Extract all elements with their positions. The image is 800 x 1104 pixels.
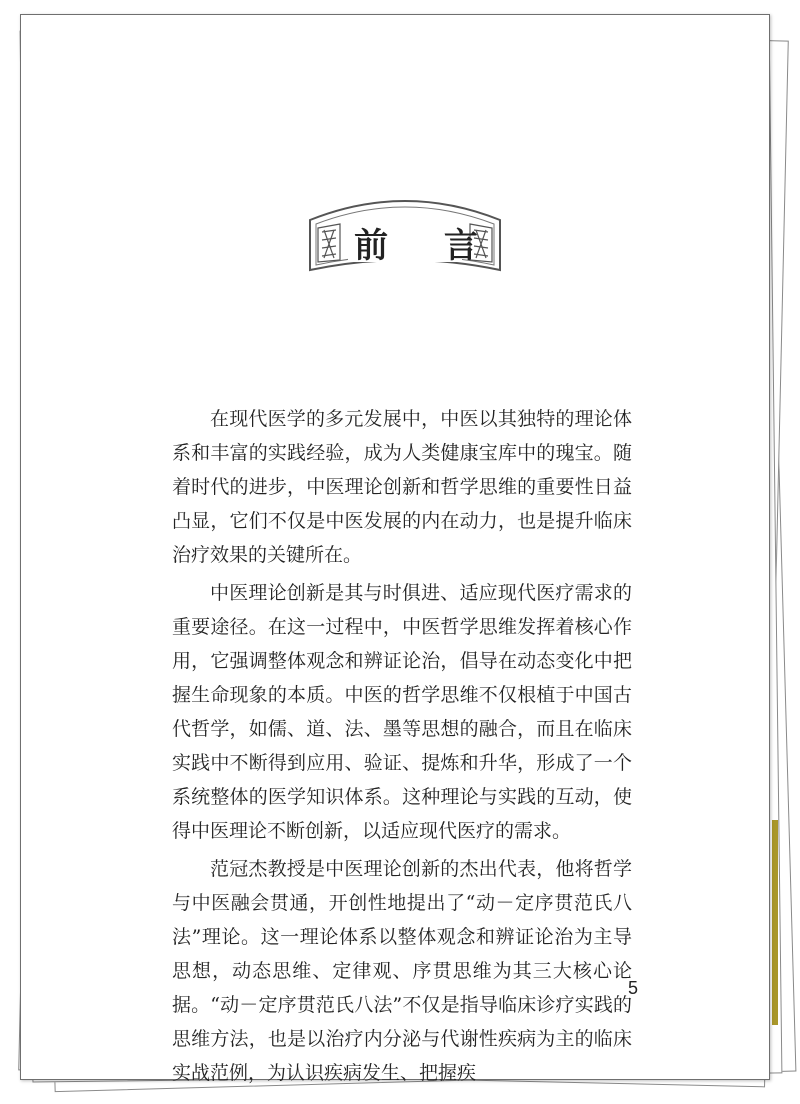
preface-body <box>172 402 632 1094</box>
paragraph-1: 在现代医学的多元发展中，中医以其独特的理论体系和丰富的实践经验，成为人类健康宝库中的瑰宝。随着时代的进步，中医理论创新和哲学思维的重要性日益凸显，它们不仅是中医发展的内在动力，也是提升临床治疗效果的关键所在。 <box>172 408 632 566</box>
page-title: 前 言 <box>354 226 500 266</box>
page-number: 5 <box>628 978 639 998</box>
paragraph-2: 中医理论创新是其与时俱进、适应现代医疗需求的重要途径。在这一过程中，中医哲学思维发挥着核心作用，它强调整体观念和辨证论治，倡导在动态变化中把握生命现象的本质。中医的哲学思维不仅根植于中国古代哲学，如儒、道、法、墨等思想的融合，而且在临床实践中不断得到应用、验证、提炼和升华，形成了一个系统整体的医学知识体系。这种理论与实践的互动，使得中医理论不断创新，以适应现代医疗的需求。 <box>172 582 632 842</box>
book-edge-strip <box>772 820 778 1025</box>
paragraph-3: 范冠杰教授是中医理论创新的杰出代表，他将哲学与中医融会贯通，开创性地提出了“动－定序贯范氏八法”理论。这一理论体系以整体观念和辨证论治为主导思想，动态思维、定律观、序贯思维为其三大核心论据。“动－定序贯范氏八法”不仅是指导临床诊疗实践的思维方法，也是以治疗内分泌与代谢性疾病为主的临床实战范例，为认识疾病发生、把握疾 <box>172 858 632 1084</box>
